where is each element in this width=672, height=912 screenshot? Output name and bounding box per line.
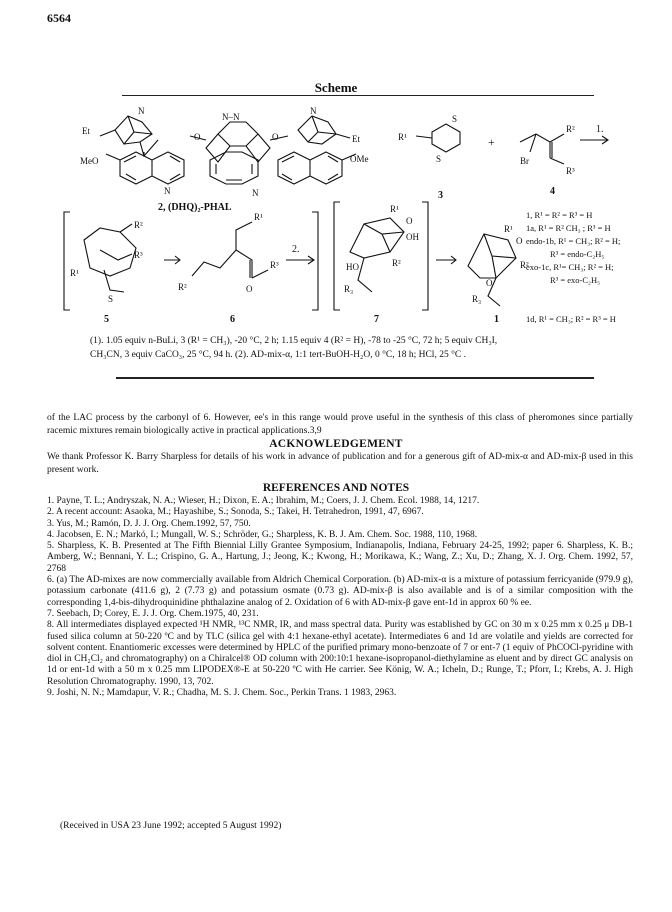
compound-list-item: exo-1c, R¹= CH₃; R² = H; — [526, 262, 614, 272]
compound-6-r1-label: R¹ — [254, 212, 263, 222]
compound-list — [526, 210, 620, 324]
step-2-label: 2. — [292, 244, 300, 255]
reference-item: 4. Jacobsen, E. N.; Markó, I.; Mungall, W. S.; Schröder, G.; Sharpless, K. B. J. Am. Chem. Soc. 1988, 110, 1968. — [47, 529, 478, 540]
vinyl-r3-label: R³ — [566, 166, 575, 176]
compound-list-item: 1a, R¹ = R² CH₃ ; R³ = H — [526, 223, 611, 233]
acknowledgement-text: We thank Professor K. Barry Sharpless for details of his work in advance of publication and for a generous gift of AD-mix-α and AD-mix-β used in this present work. — [47, 452, 633, 475]
quinuclidine-left-n-label: N — [138, 106, 145, 116]
reference-item: 1. Payne, T. L.; Andryszak, N. A.; Wieser, H.; Dixon, E. A.; Ibrahim, M.; Coers, J. J. Chem. Ecol. 1988, 14, 1217. — [47, 496, 480, 506]
compound-list-item: 1d, R¹ = CH₃; R² = R³ = H — [526, 314, 616, 324]
phthalazine-benzo — [210, 152, 258, 184]
ether-o-left-label: O — [194, 132, 201, 142]
compound-list-item: 1, R¹ = R² = R³ = H — [526, 210, 593, 220]
arrow-5-6 — [164, 256, 180, 264]
quinoline-left-ring-b — [152, 152, 184, 184]
plus-sign: + — [488, 135, 495, 149]
thioacetal-s-upper-label: S — [452, 114, 458, 124]
quinoline-right-ring-b — [310, 152, 342, 184]
compound-7-oh-label: OH — [406, 232, 419, 242]
quinoline-left-ring-a — [120, 152, 152, 184]
linker-left — [140, 140, 158, 156]
vinyl-r2-label: R² — [566, 124, 575, 134]
step-1-label: 1. — [596, 124, 604, 135]
body-paragraph: of the LAC process by the carbonyl of 6. However, ee's in this range would prove useful in the synthesis of this class of pheromones since partially racemic mixtures remain biologically active in practical applications.3,9 — [47, 413, 633, 436]
quinoline-left-n-label: N — [164, 186, 171, 196]
compound-1-r3-label: R₃ — [472, 294, 482, 304]
compound-1-o-upper-label: O — [516, 236, 523, 246]
compound-1-r1-label: R¹ — [504, 224, 513, 234]
acknowledgement-heading: ACKNOWLEDGEMENT — [269, 438, 403, 450]
compound-5-bonds — [100, 250, 132, 292]
reference-item: 2. A recent account: Asaoka, M.; Hayashibe, S.; Sonoda, S.; Takei, H. Tetrahedron, 1991, 47, 6967. — [47, 507, 424, 518]
compound-3-number: 3 — [438, 190, 443, 201]
top-rule — [122, 95, 594, 96]
reference-item: 6. (a) The AD-mixes are now commercially available from Aldrich Chemical Corporation. (b) AD-mix-α is a mixture of potassium ferricyanide (979.9 g), potassium carbonate (411.6 g), 2 (7.73 g) and potassium osmate (0.73 g). AD-mix-β is also available and is of a similar composition with the corresponding 1,4-bis-dihydroquinidine phthalazine analog of 2. Oxidation of 6 with AD-mix-β gave ent-1d in approx 60 % ee. — [47, 575, 633, 608]
compound-6-r3-label: R³ — [270, 260, 279, 270]
compound-5-ring — [84, 228, 136, 276]
ether-o-right-label: O — [272, 132, 279, 142]
reaction-scheme — [60, 100, 620, 328]
phthalazine-benzo-double — [216, 164, 252, 180]
compound-6-number: 6 — [230, 314, 235, 325]
quinuclidine-right-n-label: N — [310, 106, 317, 116]
compound-6-r2-label: R² — [178, 282, 187, 292]
scheme-title: Scheme — [314, 80, 358, 95]
compound-5-r1-label: R¹ — [70, 268, 79, 278]
quinoline-right-ring-a — [278, 152, 310, 184]
compound-list-item: endo-1b, R¹ = CH₃; R² = H; — [526, 236, 620, 246]
methoxy-right-label: OMe — [350, 154, 369, 164]
compound-7-ring — [350, 218, 404, 258]
ethyl-right-label: Et — [352, 134, 360, 144]
reaction-conditions-line-2: CH₃CN, 3 equiv CaCO₃, 25 °C, 94 h. (2). AD-mix-α, 1:1 tert-BuOH-H₂O, 0 °C, 18 h; HCl, 25 °C . — [90, 350, 466, 360]
compound-list-item: R³ = exo-C₂H₅ — [550, 275, 601, 285]
quinoline-right-n-label: N — [252, 188, 259, 198]
references-list — [47, 496, 633, 699]
bromine-label: Br — [520, 156, 529, 166]
compound-7-ho-label: HO — [346, 262, 359, 272]
arrow-step-1 — [580, 136, 608, 144]
ligand-name-label: 2, (DHQ)₂-PHAL — [158, 202, 232, 213]
reference-item: 7. Seebach, D; Corey, E. J. J. Org. Chem.1975, 40, 231. — [47, 608, 259, 619]
compound-5-number: 5 — [104, 314, 109, 325]
compound-7-r2-label: R² — [392, 258, 401, 268]
ethyl-left-bond — [100, 130, 115, 136]
compound-5-s-label: S — [108, 294, 114, 304]
compound-7-o-label: O — [406, 216, 413, 226]
received-date: (Received in USA 23 June 1992; accepted 5 August 1992) — [60, 821, 282, 831]
reference-item: 3. Yus, M.; Ramón, D. J. J. Org. Chem.1992, 57, 750. — [47, 518, 251, 529]
quinoline-right-double — [282, 154, 356, 180]
compound-1-o-lower-label: O — [486, 278, 493, 288]
compound-5-r2-bond — [120, 224, 132, 232]
compound-1-number: 1 — [494, 314, 499, 325]
compound-5-r3-label: R³ — [134, 250, 143, 260]
compound-7-bonds — [364, 224, 404, 252]
dithiane-ring — [432, 124, 460, 152]
compound-7-number: 7 — [374, 314, 379, 325]
bottom-rule — [116, 377, 594, 379]
phthalazine-ring — [218, 122, 258, 146]
reaction-conditions-line-1: (1). 1.05 equiv n-BuLi, 3 (R¹ = CH₃), -20 °C, 2 h; 1.15 equiv 4 (R² = H), -78 to -25 °C, 72 h; 5 equiv CH₃I, — [90, 336, 498, 346]
thioacetal-r1-label: R¹ — [398, 132, 407, 142]
frontalin-bridge — [484, 234, 516, 278]
compound-7-chain — [358, 258, 372, 292]
page-number: 6564 — [47, 11, 71, 25]
phthalazine-nn-label: N–N — [222, 112, 240, 122]
dithiane-r1-bond — [416, 136, 432, 138]
arrow-7-1 — [436, 256, 456, 264]
bracket-left — [64, 212, 318, 310]
compound-list-item: R³ = endo-C₂H₅ — [550, 249, 605, 259]
compound-4-number: 4 — [550, 186, 555, 197]
thioacetal-s-lower-label: S — [436, 154, 442, 164]
compound-7-r1-label: R¹ — [390, 204, 399, 214]
reference-item: 9. Joshi, N. N.; Mamdapur, V. R.; Chadha, M. S. J. Chem. Soc., Perkin Trans. 1 1983, 2963. — [47, 688, 397, 699]
ethyl-right-bond — [336, 134, 350, 138]
compound-6-o-label: O — [246, 284, 253, 294]
methoxy-left-label: MeO — [80, 156, 99, 166]
compound-6-bonds — [192, 222, 268, 278]
compound-7-r3-label: R₃ — [344, 284, 354, 294]
arrow-6-7 — [286, 256, 314, 264]
references-heading: REFERENCES AND NOTES — [262, 482, 410, 494]
compound-1-r2-label: R² — [520, 260, 529, 270]
ethyl-left-label: Et — [82, 126, 90, 136]
reference-item: 5. Sharpless, K. B. Presented at The Fifth Biennial Lilly Grantee Symposium, Indianapolis, Indiana, February 24-25, 1992; paper 6. Sharpless, K. B.; Amberg, W.; Bennani, Y. L.; Crispino, G. A., Hartung, J.; Jeong, K.; Kwong, H.; Morikawa, K.; Wang, Z.; Xu, D.; Zhang, X. J. Org. Chem. 1992, 57, 2768 — [47, 541, 633, 574]
compound-5-r2-label: R² — [134, 220, 143, 230]
reference-item: 8. All intermediates displayed expected ¹H NMR, ¹³C NMR, IR, and mass spectral data. Purity was established by GC on 30 m x 0.25 mm x 0.25 μ DB-1 fused silica column at 50-220 ºC and by TLC (silica gel with 4:1 hexane-ethyl acetate). Intermediates 6 and 1d are volatile and yields are corrected for solvent content. Enantiomeric excesses were determined by HPLC of the purified primary mono-benzoate of 7 or ent-7 (1 equiv of PhCOCl-pyridine with diol in CH₂Cl₂ and chromatography) on a Chiralcel® OD column with 200:10:1 hexane-isopropanol-diethylamine as eluent and by direct GC analysis on 1d or ent-1d with a 50 m x 0.25 mm LIPODEX®-E at 50-220 ºC with He carrier. See König, W. A.; Icheln, D.; Runge, T.; Pforr, I.; Krebs, A. J. High Resolution Chromatography. 1990, 13, 702. — [47, 620, 633, 687]
